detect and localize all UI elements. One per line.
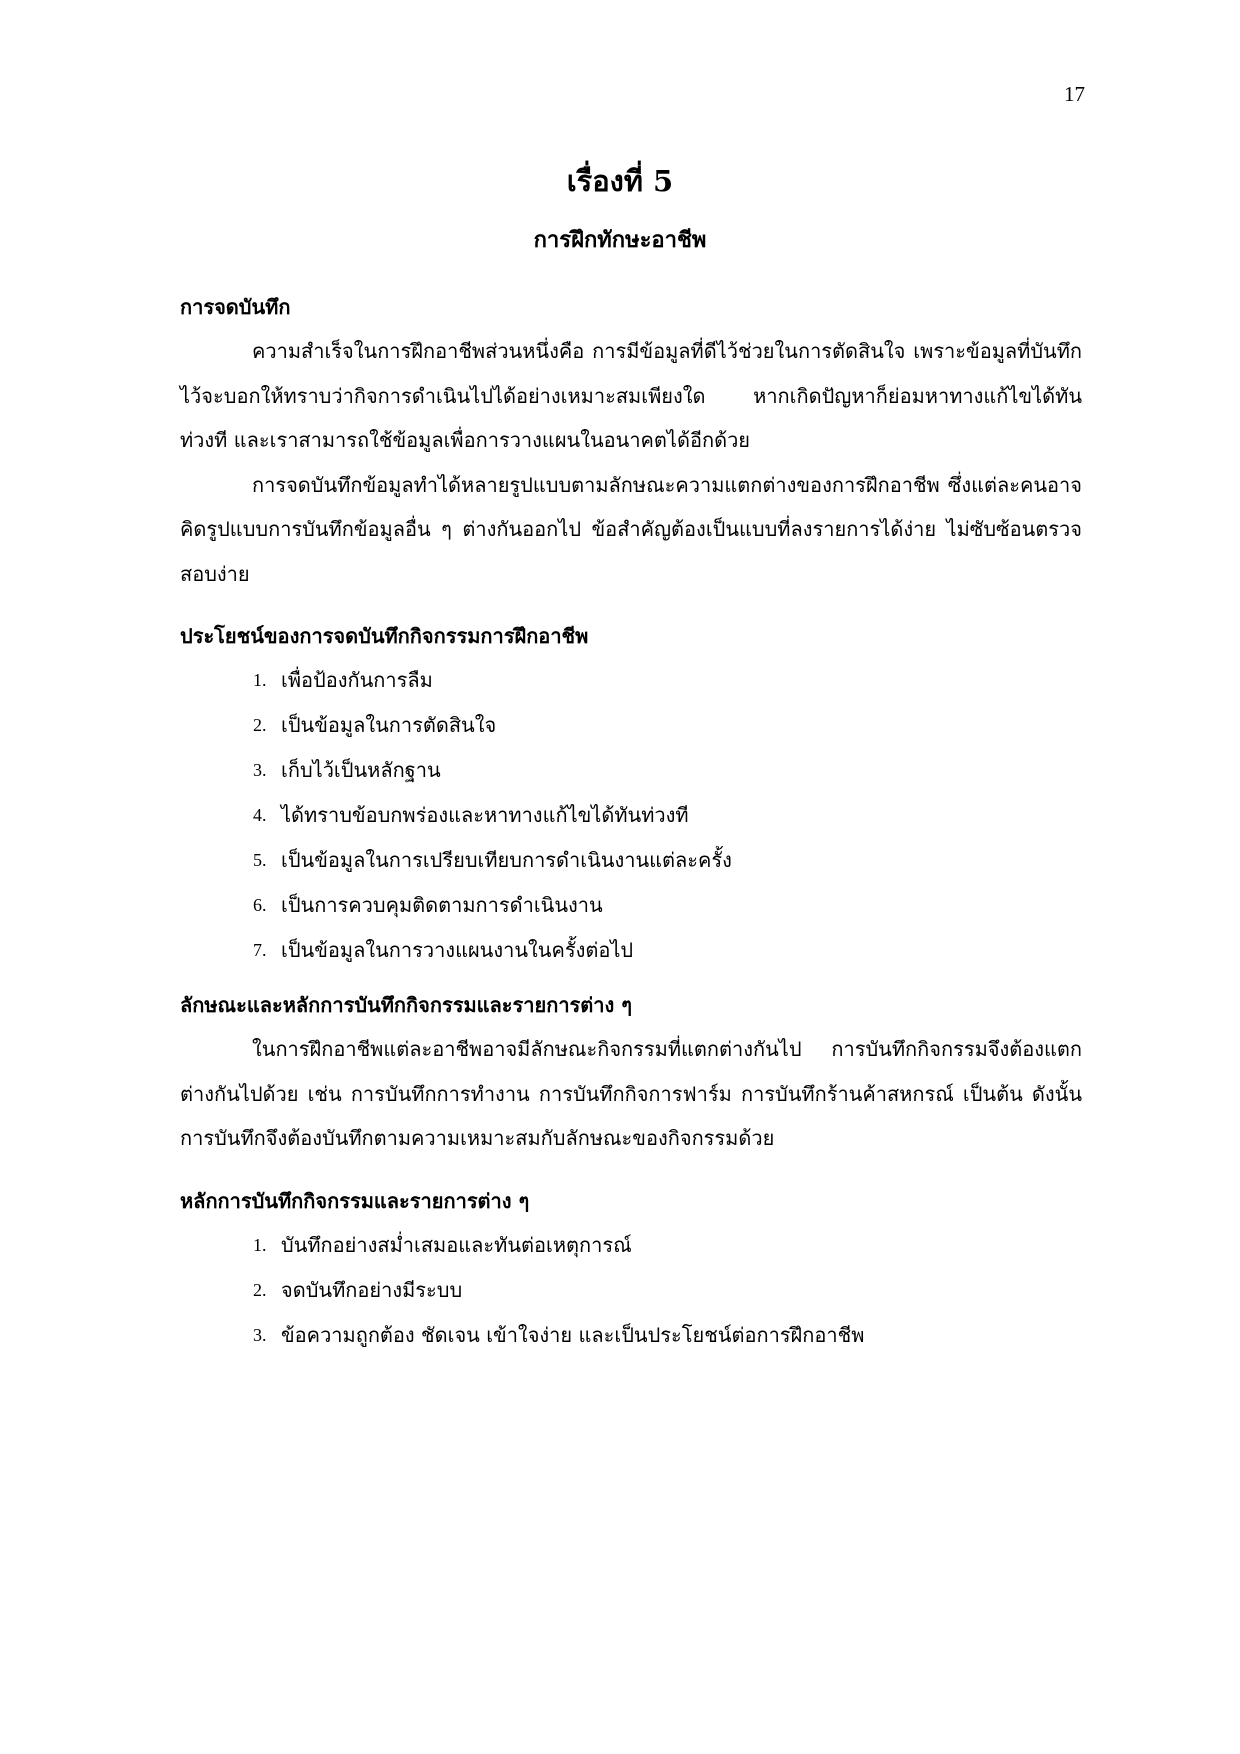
- list-item: [253, 1268, 1082, 1313]
- list-item-number: 2.: [253, 715, 267, 735]
- page-number: 17: [1064, 82, 1085, 106]
- list-item-number: 4.: [253, 805, 267, 825]
- list-item-text: ได้ทราบข้อบกพร่องและหาทางแก้ไขได้ทันท่วงที: [281, 803, 689, 827]
- benefits-list: [180, 658, 1082, 973]
- section-heading-note-taking: การจดบันทึก: [180, 295, 291, 319]
- list-item: [253, 658, 1082, 703]
- list-item-number: 5.: [253, 850, 267, 870]
- list-item-number: 3.: [253, 760, 267, 780]
- list-item-text: เป็นข้อมูลในการเปรียบเทียบการดำเนินงานแต่ละครั้ง: [281, 848, 732, 872]
- list-item-text: เป็นการควบคุมติดตามการดำเนินงาน: [281, 893, 603, 917]
- list-item-number: 1.: [253, 1234, 267, 1255]
- list-item: [253, 1223, 1082, 1268]
- section-paragraph: ในการฝึกอาชีพแต่ละอาชีพอาจมีลักษณะกิจกรรมที่แตกต่างกันไป การบันทึกกิจกรรมจึงต้องแตกต่างกันไปด้วย เช่น การบันทึกการทำงาน การบันทึกกิจการฟาร์ม การบันทึกร้านค้าสหกรณ์ เป็นต้น ดังนั้นการบันทึกจึงต้องบันทึกตามความเหมาะสมกับลักษณะของกิจกรรมด้วย: [180, 1037, 1082, 1150]
- section-paragraph: ความสำเร็จในการฝึกอาชีพส่วนหนึ่งคือ การมีข้อมูลที่ดีไว้ช่วยในการตัดสินใจ เพราะข้อมูลที่บันทึกไว้จะบอกให้ทราบว่ากิจการดำเนินไปได้อย่างเหมาะสมเพียงใด หากเกิดปัญหาก็ย่อมหาทางแก้ไขได้ทันท่วงที และเราสามารถใช้ข้อมูลเพื่อการวางแผนในอนาคตได้อีกด้วย: [180, 339, 1082, 452]
- section-heading-characteristics: ลักษณะและหลักการบันทึกกิจกรรมและรายการต่าง ๆ: [180, 993, 632, 1017]
- list-item-number: 3.: [253, 1324, 267, 1345]
- list-item: [253, 793, 1082, 838]
- section-paragraph: การจดบันทึกข้อมูลทำได้หลายรูปแบบตามลักษณะความแตกต่างของการฝึกอาชีพ ซึ่งแต่ละคนอาจคิดรูปแบบการบันทึกข้อมูลอื่น ๆ ต่างกันออกไป ข้อสำคัญต้องเป็นแบบที่ลงรายการได้ง่าย ไม่ซับซ้อนตรวจสอบง่าย: [180, 472, 1082, 586]
- list-item-number: 6.: [253, 895, 267, 915]
- document-subtitle: การฝึกทักษะอาชีพ: [533, 227, 707, 253]
- list-item-text: บันทึกอย่างสม่ำเสมอและทันต่อเหตุการณ์: [281, 1232, 632, 1257]
- section-heading-benefits: ประโยชน์ของการจดบันทึกกิจกรรมการฝึกอาชีพ: [180, 624, 589, 648]
- list-item-text: เก็บไว้เป็นหลักฐาน: [281, 758, 441, 782]
- list-item: [253, 1313, 1082, 1358]
- list-item: [253, 748, 1082, 793]
- list-item-text: เป็นข้อมูลในการวางแผนงานในครั้งต่อไป: [281, 938, 634, 962]
- list-item-text: ข้อความถูกต้อง ชัดเจน เข้าใจง่าย และเป็นประโยชน์ต่อการฝึกอาชีพ: [281, 1322, 865, 1347]
- document-body: [180, 285, 1082, 1368]
- document-title: เรื่องที่ 5: [566, 164, 674, 198]
- list-item: [253, 928, 1082, 973]
- principles-list: [180, 1223, 1082, 1358]
- list-item-text: จดบันทึกอย่างมีระบบ: [281, 1277, 463, 1302]
- list-item-number: 1.: [253, 670, 267, 690]
- list-item: [253, 883, 1082, 928]
- list-item-text: เป็นข้อมูลในการตัดสินใจ: [281, 713, 497, 737]
- section-heading-principles: หลักการบันทึกกิจกรรมและรายการต่าง ๆ: [180, 1188, 530, 1213]
- list-item: [253, 703, 1082, 748]
- list-item-text: เพื่อป้องกันการลืม: [281, 668, 433, 692]
- list-item-number: 7.: [253, 940, 267, 960]
- list-item: [253, 838, 1082, 883]
- list-item-number: 2.: [253, 1279, 267, 1300]
